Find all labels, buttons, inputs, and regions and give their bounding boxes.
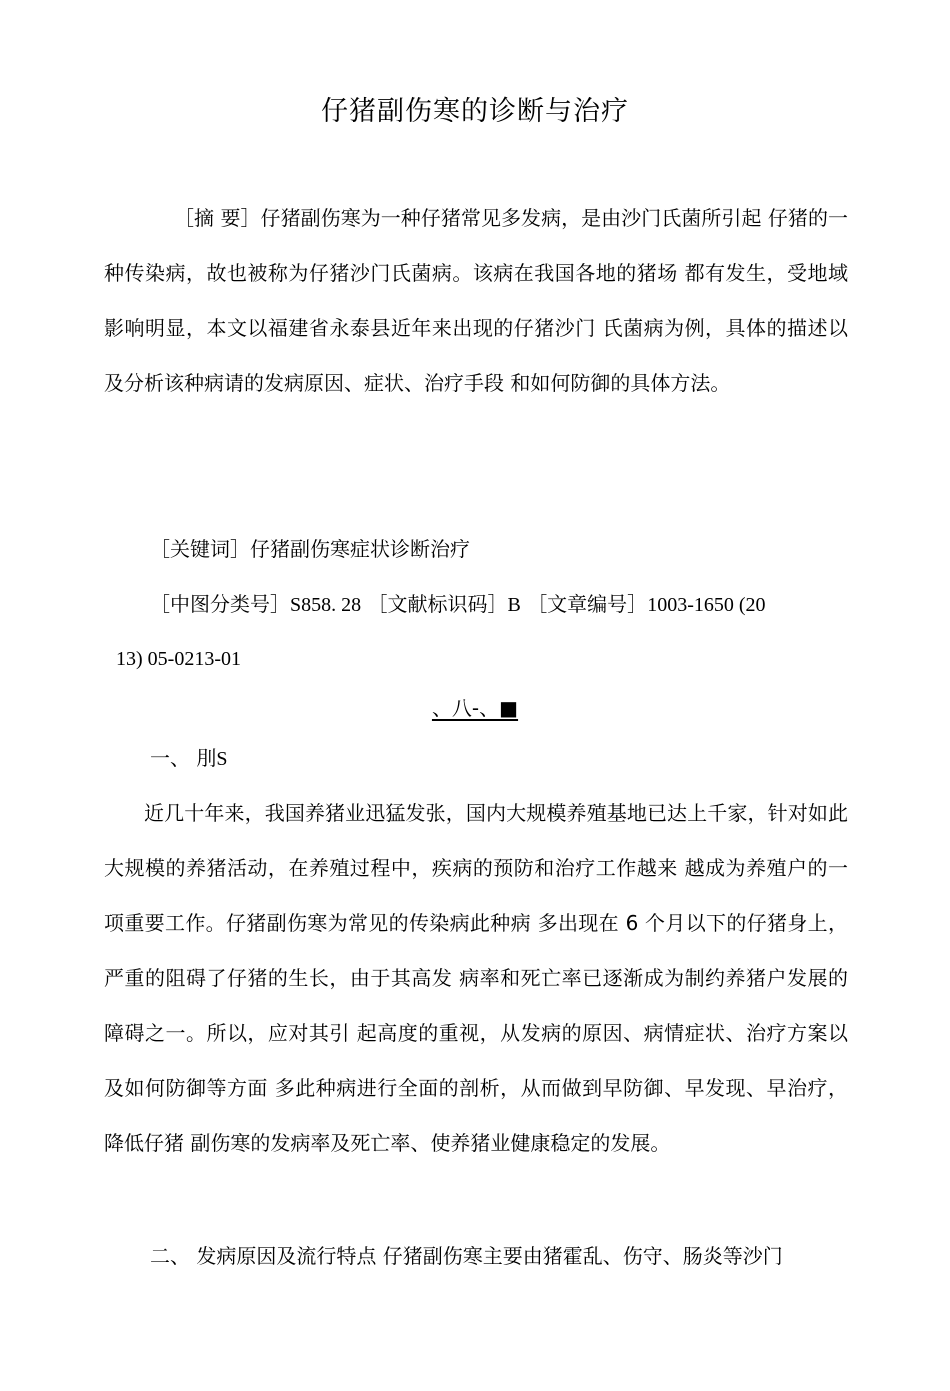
doc-code-label: ［文献标识码］: [367, 592, 508, 616]
classification-line: [150, 589, 766, 620]
section-1-heading-prefix: 一、 刖: [150, 746, 217, 770]
article-number-continuation: 13) 05-0213-01: [116, 648, 241, 670]
section-1-body: 近几十年来，我国养猪业迅猛发张，国内大规模养殖基地已达上千家，针对如此大规模的养猪活动，在养殖过程中，疾病的预防和治疗工作越来 越成为养殖户的一项重要工作。仔猪副伤寒为常见的传染病此种病 多出现在 6 个月以下的仔猪身上，严重的阻碍了仔猪的生长，由于其高发 病率和死亡率已逐渐成为制约养猪户发展的障碍之一。所以，应对其引 起高度的重视，从发病的原因、病情症状、治疗方案以及如何防御等方面 多此种病进行全面的剖析，从而做到早防御、早发现、早治疗，降低仔猪 副伤寒的发病率及死亡率、使养猪业健康稳定的发展。: [104, 801, 848, 1155]
section-1-heading: [150, 743, 227, 774]
abstract-paragraph: ［摘 要］仔猪副伤寒为一种仔猪常见多发病，是由沙门氏菌所引起 仔猪的一种传染病，故也被称为仔猪沙门氏菌病。该病在我国各地的猪场 都有发生，受地域影响明显，本文以福建省永泰县近年来出现的仔猪沙门 氏菌病为例，具体的描述以及分析该种病请的发病原因、症状、治疗手段 和如何防御的具体方法。: [104, 206, 848, 395]
article-number-value: 1003-1650 (20: [647, 594, 766, 616]
keywords-line: ［关键词］仔猪副伤寒症状诊断治疗: [150, 537, 470, 561]
section-1-heading-suffix: S: [216, 748, 228, 770]
document-title: 仔猪副伤寒的诊断与治疗: [321, 96, 629, 127]
clc-value: S858. 28: [290, 594, 362, 616]
garbled-heading: [0, 693, 950, 723]
article-number-label: ［文章编号］: [527, 592, 648, 616]
doc-code-value: B: [507, 594, 521, 616]
section-2-heading: 二、 发病原因及流行特点 仔猪副伤寒主要由猪霍乱、伤守、肠炎等沙门: [150, 1244, 783, 1268]
garbled-heading-text: 、八-、■: [431, 696, 519, 720]
clc-label: ［中图分类号］: [150, 592, 290, 616]
